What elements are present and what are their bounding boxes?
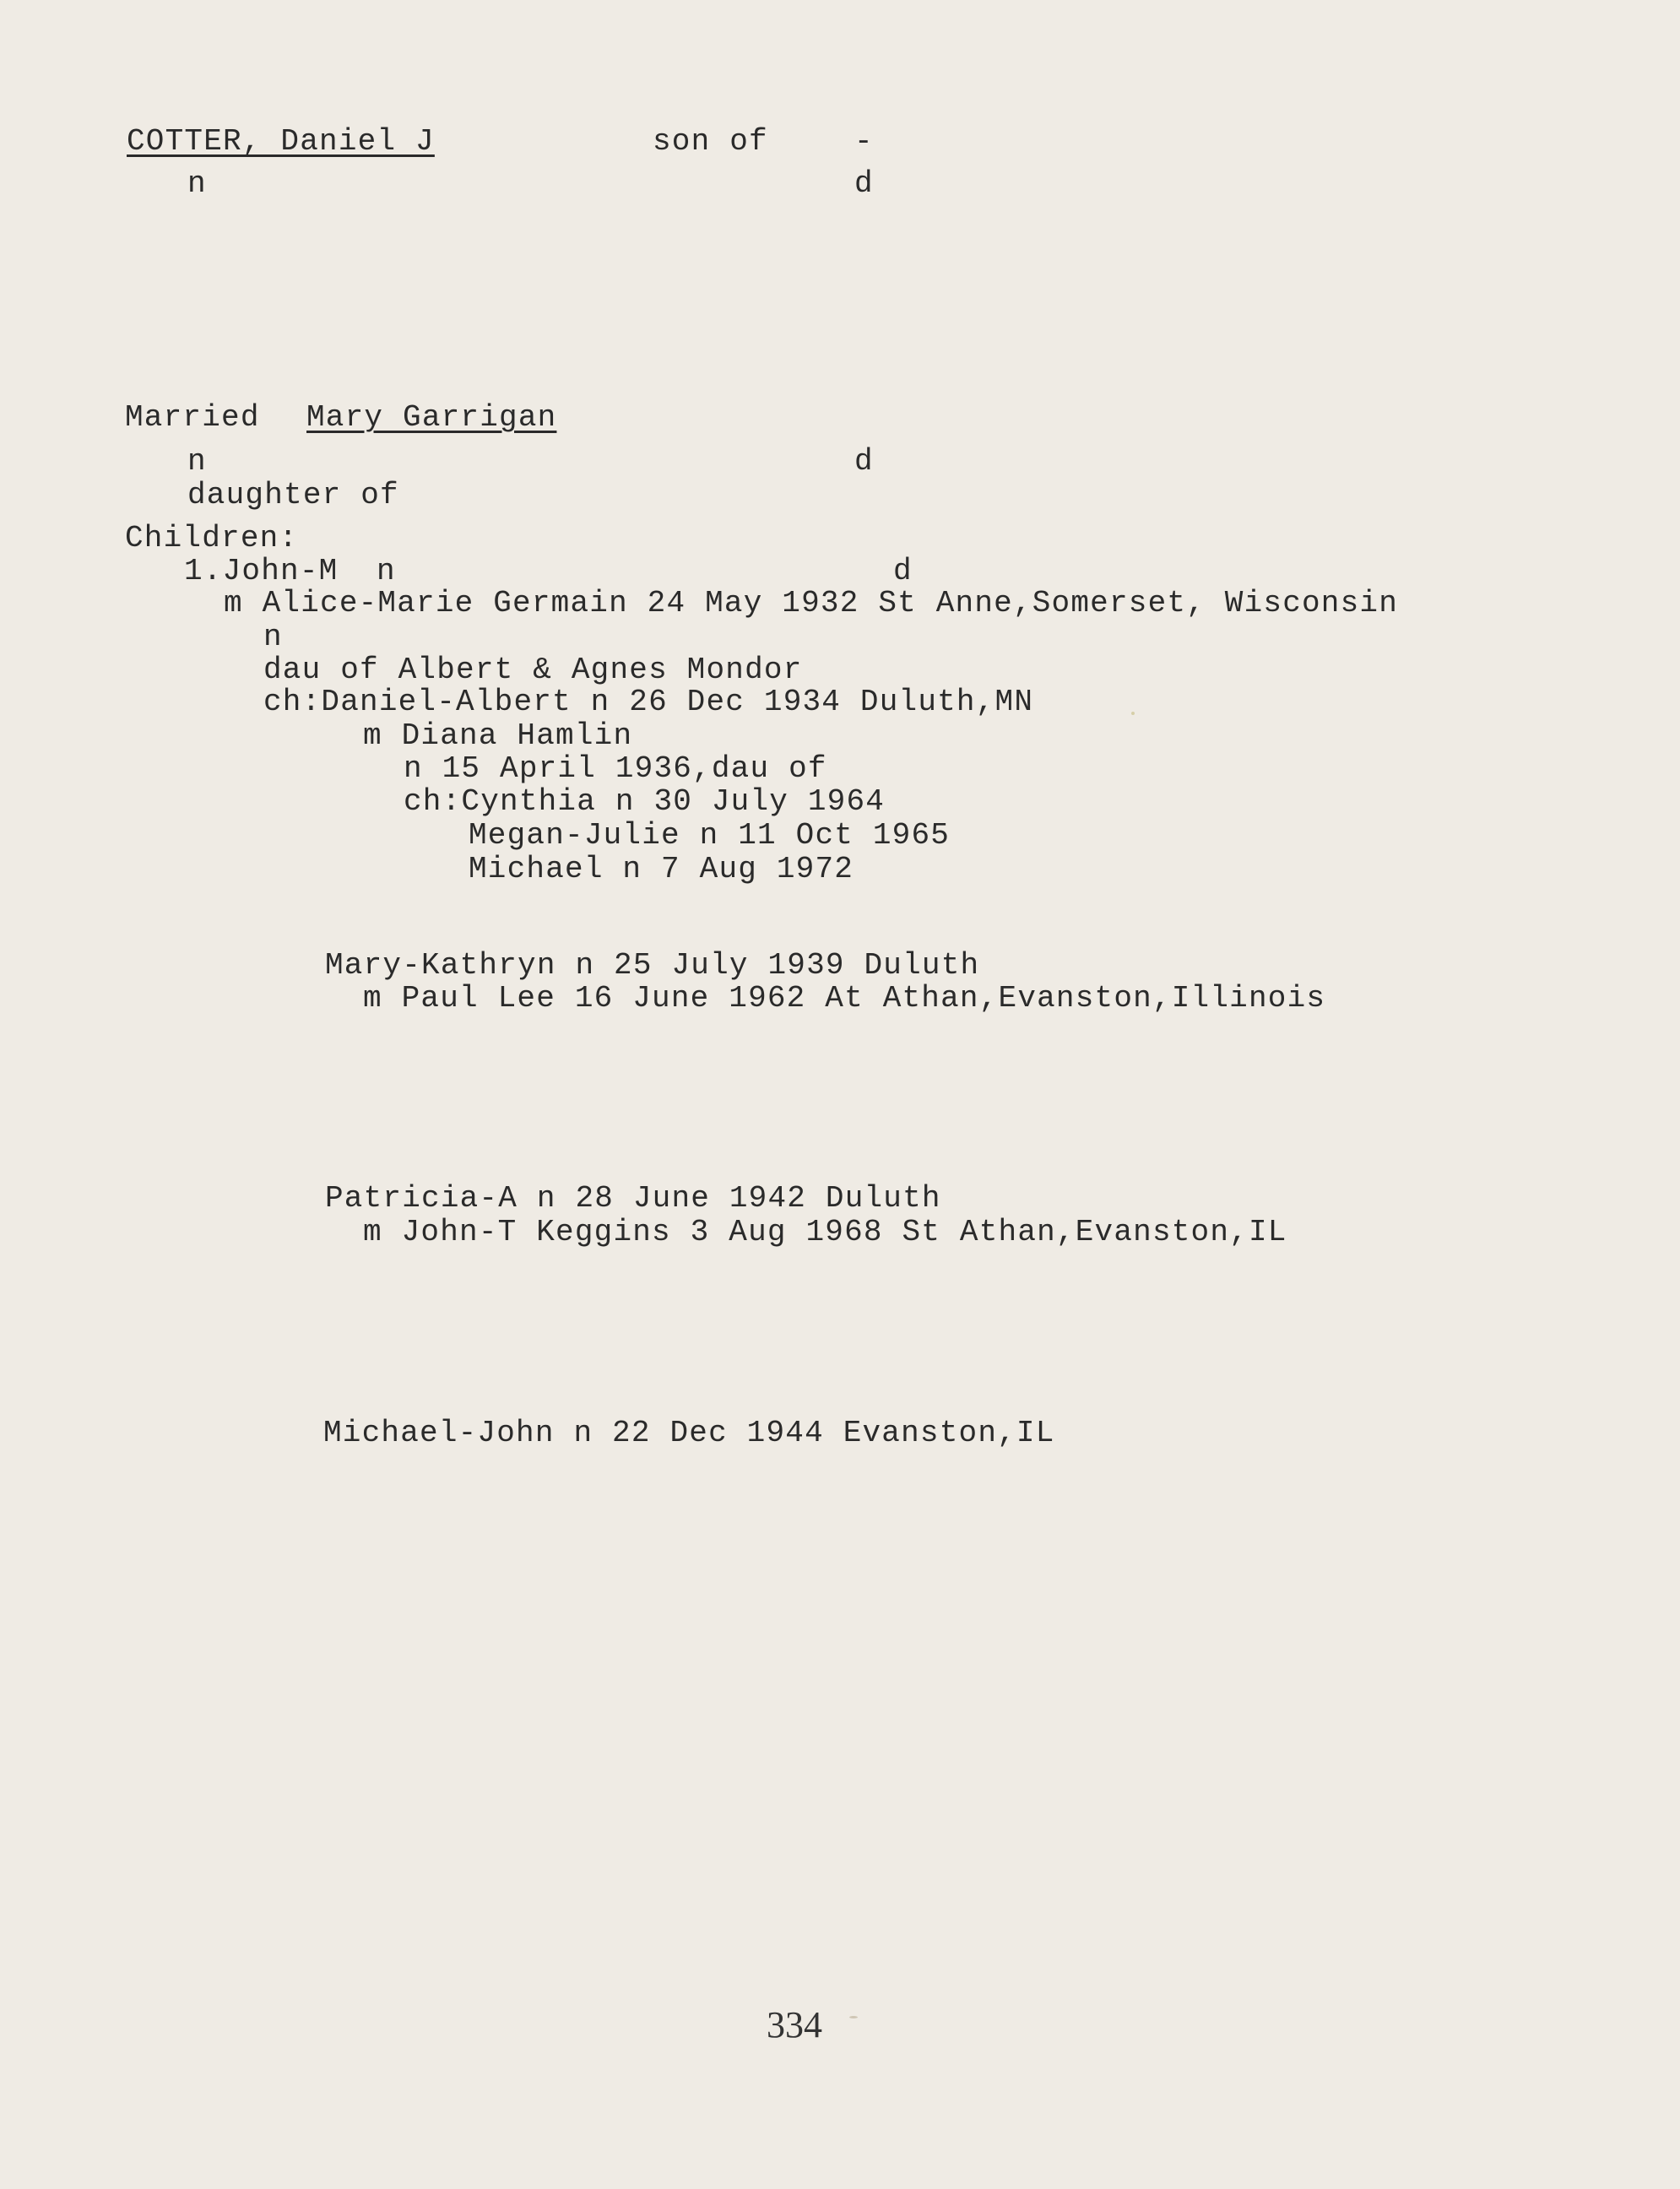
child-1-died-label: d [893, 554, 913, 588]
grandchild-2-line: Mary-Kathryn n 25 July 1939 Duluth [325, 948, 980, 983]
children-label: Children: [125, 521, 299, 555]
married-label: Married [125, 400, 260, 435]
child-1-line: 1.John-M n [184, 554, 396, 588]
spouse-name: Mary Garrigan [306, 400, 557, 435]
spouse-died-label: d [854, 444, 874, 479]
subject-name: COTTER, Daniel J [127, 124, 435, 159]
subject-died-label: d [854, 166, 874, 201]
great-grandchild-2: Megan-Julie n 11 Oct 1965 [469, 818, 951, 853]
page-number: 334 [767, 2004, 822, 2045]
subject-born-label: n [187, 166, 207, 201]
paper-speck [1131, 712, 1135, 715]
great-grandchild-1: ch:Cynthia n 30 July 1964 [404, 784, 886, 819]
grandchild-1-spouse-born: n 15 April 1936,dau of [404, 751, 827, 786]
grandchild-1-line: ch:Daniel-Albert n 26 Dec 1934 Duluth,MN [263, 685, 1034, 719]
grandchild-2-marriage: m Paul Lee 16 June 1962 At Athan,Evanston,Illinois [363, 981, 1326, 1016]
parents-dash: - [854, 124, 874, 159]
child-1-marriage: m Alice-Marie Germain 24 May 1932 St Anne,Somerset, Wisconsin [224, 586, 1399, 620]
grandchild-4-line: Michael-John n 22 Dec 1944 Evanston,IL [323, 1416, 1055, 1450]
paper-mark [849, 2016, 858, 2018]
great-grandchild-3: Michael n 7 Aug 1972 [469, 852, 854, 886]
child-1-spouse-born: n [263, 620, 283, 654]
grandchild-3-line: Patricia-A n 28 June 1942 Duluth [325, 1181, 941, 1216]
grandchild-3-marriage: m John-T Keggins 3 Aug 1968 St Athan,Evanston,IL [363, 1215, 1287, 1249]
child-1-spouse-parents: dau of Albert & Agnes Mondor [263, 653, 803, 687]
grandchild-1-marriage: m Diana Hamlin [363, 718, 633, 753]
spouse-born-label: n [187, 444, 207, 479]
spouse-daughter-of: daughter of [187, 478, 399, 512]
son-of-label: son of [653, 124, 768, 159]
